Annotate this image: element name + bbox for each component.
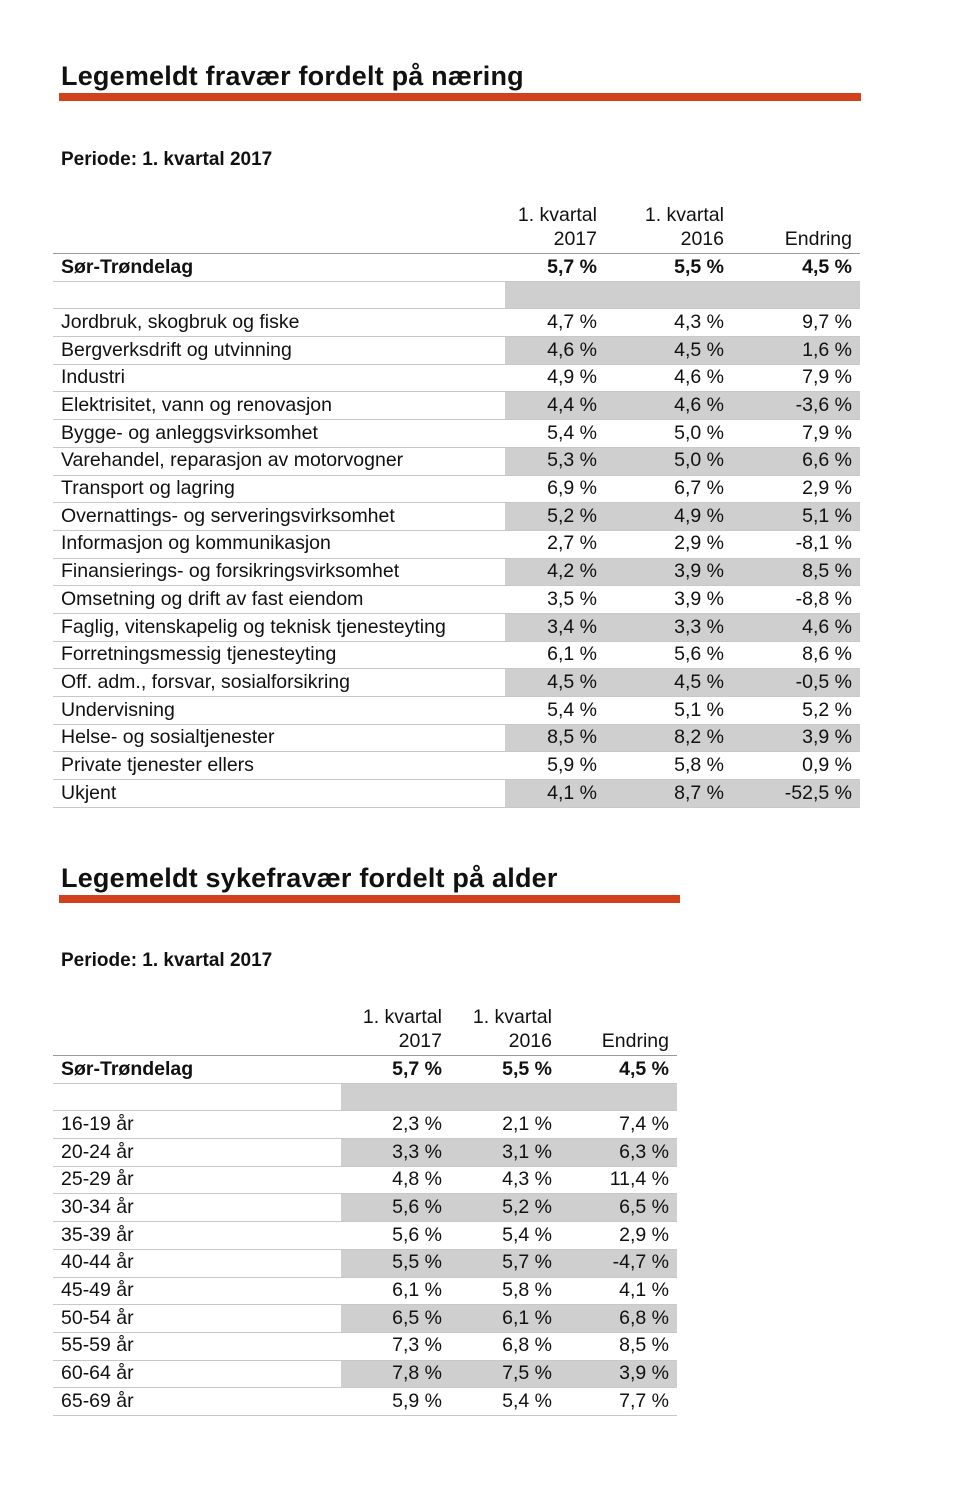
row-value-2016: 4,9 % [605,503,732,531]
row-value-2016: 4,6 % [605,364,732,392]
row-value-2017: 5,4 % [505,697,605,725]
row-value-2016: 4,5 % [605,669,732,697]
total-row [53,1056,677,1084]
row-label: Informasjon og kommunikasjon [53,530,505,558]
row-value-change: 7,4 % [560,1111,677,1139]
row-value-2017: 3,5 % [505,586,605,614]
column-header-2016: 1. kvartal 2016 [450,1002,560,1056]
table-row [53,420,860,448]
row-value-2016: 3,9 % [605,558,732,586]
table-row [53,1194,677,1222]
table-row [53,613,860,641]
row-label: 45-49 år [53,1277,341,1305]
row-value-2016: 3,9 % [605,586,732,614]
row-value-2016: 5,7 % [450,1249,560,1277]
row-value-change: -8,8 % [732,586,860,614]
row-value-2016: 2,1 % [450,1111,560,1139]
row-value-2017: 5,9 % [505,752,605,780]
row-value-change: 7,9 % [732,364,860,392]
table-row [53,1388,677,1416]
row-value-change: -4,7 % [560,1249,677,1277]
row-value-2016: 4,6 % [605,392,732,420]
row-value-change: -8,1 % [732,530,860,558]
row-value-change: 7,7 % [560,1388,677,1416]
row-value-2016: 7,5 % [450,1360,560,1388]
row-value-2017: 4,1 % [505,780,605,808]
table-row [53,641,860,669]
row-value-change: 6,6 % [732,447,860,475]
spacer-row [53,281,860,309]
table-row [53,530,860,558]
row-value-2016: 2,9 % [605,530,732,558]
row-label: Helse- og sosialtjenester [53,724,505,752]
total-value-2016: 5,5 % [450,1056,560,1084]
row-value-change: 6,8 % [560,1305,677,1333]
column-header-change: Endring [560,1002,677,1056]
total-row [53,254,860,282]
row-label: Forretningsmessig tjenesteyting [53,641,505,669]
row-value-2017: 5,2 % [505,503,605,531]
industry-table [53,200,860,808]
row-value-change: 11,4 % [560,1166,677,1194]
column-header-change: Endring [732,200,860,254]
row-value-2017: 4,6 % [505,337,605,365]
table-row [53,780,860,808]
table-row [53,752,860,780]
row-value-2017: 5,6 % [341,1194,450,1222]
age-period-label: Periode: 1. kvartal 2017 [61,950,273,971]
row-value-2016: 4,3 % [605,309,732,337]
row-value-2016: 5,0 % [605,420,732,448]
table-row [53,364,860,392]
row-value-2016: 5,0 % [605,447,732,475]
row-label: Transport og lagring [53,475,505,503]
row-value-2017: 7,3 % [341,1332,450,1360]
table-row [53,697,860,725]
row-value-2016: 5,4 % [450,1222,560,1250]
row-label: 60-64 år [53,1360,341,1388]
table-row [53,1360,677,1388]
row-label: Ukjent [53,780,505,808]
row-value-change: 3,9 % [732,724,860,752]
row-value-2016: 5,1 % [605,697,732,725]
table-row [53,1249,677,1277]
row-value-2017: 6,1 % [505,641,605,669]
row-value-2017: 8,5 % [505,724,605,752]
row-value-change: 5,2 % [732,697,860,725]
row-label: 55-59 år [53,1332,341,1360]
row-value-2017: 7,8 % [341,1360,450,1388]
table-row [53,1277,677,1305]
row-value-2017: 5,5 % [341,1249,450,1277]
row-label: 35-39 år [53,1222,341,1250]
row-label: 40-44 år [53,1249,341,1277]
row-label: 16-19 år [53,1111,341,1139]
table-row [53,669,860,697]
total-value-change: 4,5 % [732,254,860,282]
row-label: 50-54 år [53,1305,341,1333]
row-value-2017: 5,4 % [505,420,605,448]
table-row [53,1111,677,1139]
row-value-change: -3,6 % [732,392,860,420]
row-value-2017: 3,3 % [341,1139,450,1167]
row-value-2016: 5,8 % [450,1277,560,1305]
row-value-change: 7,9 % [732,420,860,448]
total-label: Sør-Trøndelag [53,1056,341,1084]
row-value-2016: 5,8 % [605,752,732,780]
table-row [53,503,860,531]
row-value-2016: 4,3 % [450,1166,560,1194]
row-value-change: 6,3 % [560,1139,677,1167]
row-value-change: 5,1 % [732,503,860,531]
age-table-title: Legemeldt sykefravær fordelt på alder [61,863,558,893]
row-value-change: 2,9 % [560,1222,677,1250]
row-label: Private tjenester ellers [53,752,505,780]
row-value-2017: 6,1 % [341,1277,450,1305]
row-value-2017: 5,6 % [341,1222,450,1250]
table-row [53,1305,677,1333]
row-value-2016: 8,2 % [605,724,732,752]
table-row [53,1139,677,1167]
table-row [53,1166,677,1194]
row-label: 20-24 år [53,1139,341,1167]
row-value-2016: 3,1 % [450,1139,560,1167]
row-value-2017: 4,7 % [505,309,605,337]
table-row [53,337,860,365]
row-value-2017: 6,9 % [505,475,605,503]
industry-period-label: Periode: 1. kvartal 2017 [61,149,273,170]
row-value-change: 1,6 % [732,337,860,365]
column-header-2016: 1. kvartal 2016 [605,200,732,254]
table-header-row [53,1002,677,1056]
row-value-2017: 5,9 % [341,1388,450,1416]
row-value-2017: 4,2 % [505,558,605,586]
row-label: Undervisning [53,697,505,725]
age-title-rule [59,895,680,903]
row-value-2016: 6,8 % [450,1332,560,1360]
row-label: Omsetning og drift av fast eiendom [53,586,505,614]
row-value-change: 8,5 % [732,558,860,586]
row-label: 65-69 år [53,1388,341,1416]
table-row [53,558,860,586]
row-label: Faglig, vitenskapelig og teknisk tjenesteyting [53,613,505,641]
row-value-2016: 3,3 % [605,613,732,641]
row-value-change: -52,5 % [732,780,860,808]
industry-table-title: Legemeldt fravær fordelt på næring [61,61,524,91]
table-row [53,724,860,752]
row-value-2016: 8,7 % [605,780,732,808]
spacer-row [53,1083,677,1111]
column-header-2017: 1. kvartal 2017 [341,1002,450,1056]
row-value-change: 4,6 % [732,613,860,641]
row-value-2017: 2,3 % [341,1111,450,1139]
column-header-2017: 1. kvartal 2017 [505,200,605,254]
row-label: Overnattings- og serveringsvirksomhet [53,503,505,531]
row-value-2016: 5,2 % [450,1194,560,1222]
row-label: Bygge- og anleggsvirksomhet [53,420,505,448]
row-label: 25-29 år [53,1166,341,1194]
row-value-2017: 6,5 % [341,1305,450,1333]
table-row [53,447,860,475]
table-header-row [53,200,860,254]
row-value-2017: 4,9 % [505,364,605,392]
row-value-change: 3,9 % [560,1360,677,1388]
row-label: Finansierings- og forsikringsvirksomhet [53,558,505,586]
row-value-change: 4,1 % [560,1277,677,1305]
age-table [53,1002,677,1416]
table-row [53,586,860,614]
row-value-change: -0,5 % [732,669,860,697]
total-value-2017: 5,7 % [505,254,605,282]
row-value-change: 0,9 % [732,752,860,780]
industry-title-rule [59,93,861,101]
row-label: Industri [53,364,505,392]
row-value-change: 8,6 % [732,641,860,669]
row-value-change: 8,5 % [560,1332,677,1360]
row-label: Bergverksdrift og utvinning [53,337,505,365]
total-value-2016: 5,5 % [605,254,732,282]
row-value-change: 6,5 % [560,1194,677,1222]
row-value-2017: 5,3 % [505,447,605,475]
row-label: 30-34 år [53,1194,341,1222]
row-value-2016: 6,1 % [450,1305,560,1333]
total-label: Sør-Trøndelag [53,254,505,282]
total-value-change: 4,5 % [560,1056,677,1084]
row-value-2017: 3,4 % [505,613,605,641]
row-value-2017: 2,7 % [505,530,605,558]
row-value-2017: 4,8 % [341,1166,450,1194]
row-label: Jordbruk, skogbruk og fiske [53,309,505,337]
row-value-2017: 4,5 % [505,669,605,697]
row-value-2016: 5,4 % [450,1388,560,1416]
table-row [53,475,860,503]
row-label: Elektrisitet, vann og renovasjon [53,392,505,420]
row-value-change: 2,9 % [732,475,860,503]
row-label: Varehandel, reparasjon av motorvogner [53,447,505,475]
row-value-2016: 6,7 % [605,475,732,503]
row-value-2016: 4,5 % [605,337,732,365]
table-row [53,392,860,420]
row-value-2017: 4,4 % [505,392,605,420]
row-value-change: 9,7 % [732,309,860,337]
total-value-2017: 5,7 % [341,1056,450,1084]
table-row [53,1332,677,1360]
table-row [53,309,860,337]
row-label: Off. adm., forsvar, sosialforsikring [53,669,505,697]
table-row [53,1222,677,1250]
row-value-2016: 5,6 % [605,641,732,669]
